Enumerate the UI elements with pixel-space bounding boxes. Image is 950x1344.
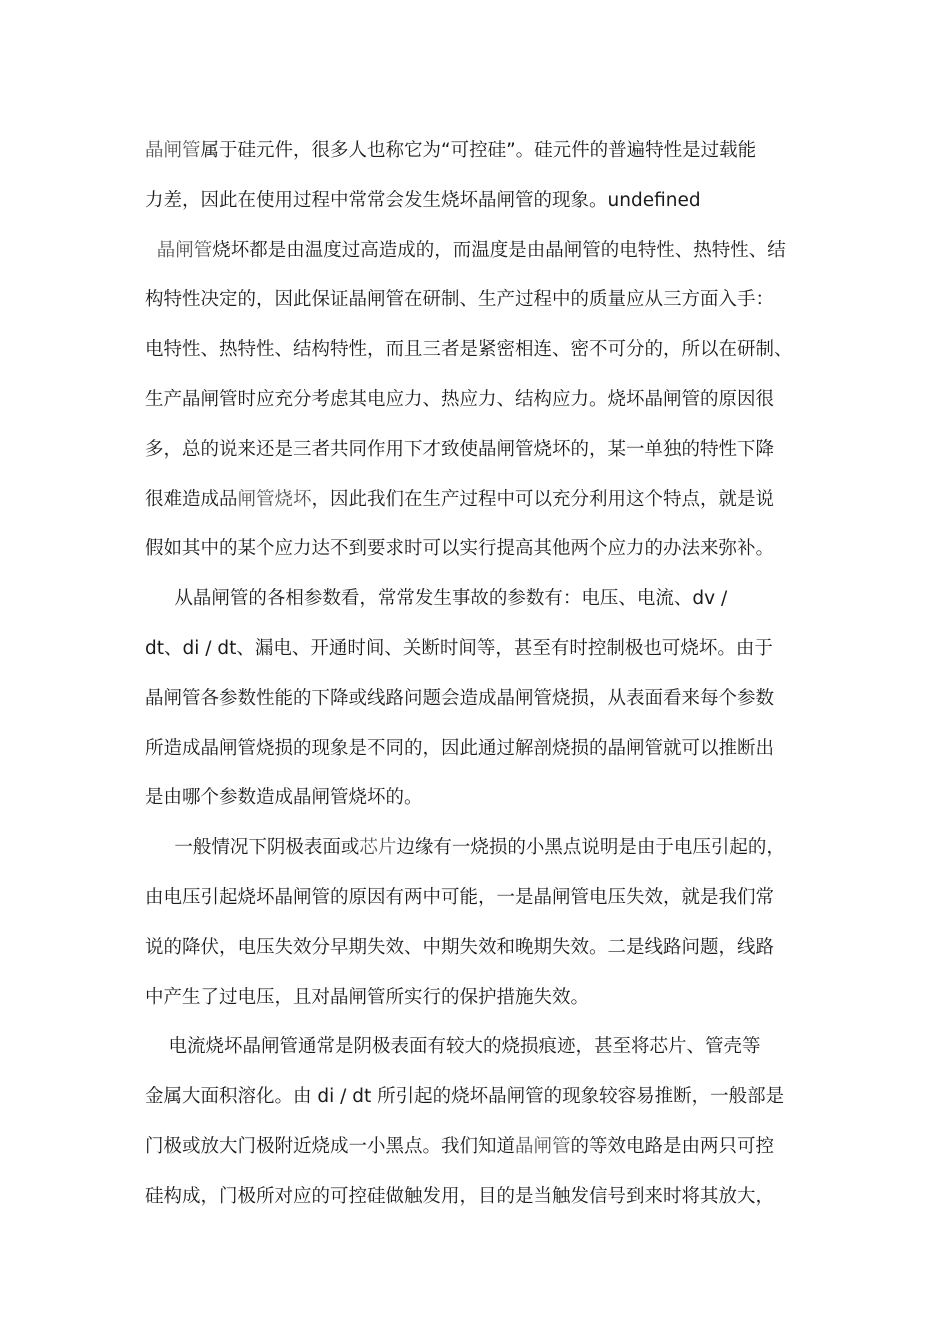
text-line [145,1072,815,1122]
text-segment: 电流烧坏晶闸管通常是阴极表面有较大的烧损痕迹，甚至将芯片、管壳等 [145,1036,761,1058]
text-segment [145,240,157,261]
inline-link[interactable]: 芯片 [359,837,397,859]
text-line [145,524,815,574]
text-segment: 属于硅元件，很多人也称它为“可控硅”。硅元件的普遍特性是过载能 [200,140,757,161]
inline-link[interactable]: 晶闸管 [515,1135,571,1157]
text-segment: 很难造成品 [145,488,238,510]
text-segment: 的等效电路是由两只可控 [570,1135,775,1157]
text-segment: 构特性决定的，因此保证晶闸管在研制、生产过程中的质量应从三方面入手： [145,289,775,311]
text-segment: 生产晶闸管时应充分考虑其电应力、热应力、结构应力。烧坏晶闸管的原因很 [145,388,775,410]
text-line [145,773,815,823]
text-segment: 中产生了过电压，且对晶闸管所实行的保护措施失效。 [145,986,590,1008]
text-segment: 是由哪个参数造成晶闸管烧坏的。 [145,787,423,809]
text-segment: 一般情况下阴极表面或 [145,837,360,859]
text-line [145,126,815,176]
text-line [145,475,815,525]
text-line [145,1172,815,1222]
text-line [145,674,815,724]
text-line [145,923,815,973]
text-segment: 假如其中的某个应力达不到要求时可以实行提高其他两个应力的办法来弥补。 [145,538,775,560]
text-line [145,873,815,923]
text-segment: 门极或放大门极附近烧成一小黑点。我们知道 [145,1135,516,1157]
text-segment: 力差，因此在使用过程中常常会发生烧坏晶闸管的现象。undefined [145,189,701,211]
inline-link[interactable]: 晶闸管 [156,239,213,261]
text-line [145,176,815,226]
text-segment: 硅构成，门极所对应的可控硅做触发用，目的是当触发信号到来时将其放大， [145,1185,775,1207]
text-line [145,375,815,425]
text-line [145,275,815,325]
text-segment: 晶闸管各参数性能的下降或线路问题会造成晶闸管烧损，从表面看来每个参数 [145,687,775,709]
text-line [145,823,815,873]
text-line [145,624,815,674]
text-segment: 从晶闸管的各相参数看，常常发生事故的参数有：电压、电流、dv / [145,588,728,610]
text-line [145,724,815,774]
text-segment: 电特性、热特性、结构特性，而且三者是紧密相连、密不可分的，所以在研制、 [145,339,793,361]
inline-link[interactable]: 晶闸管 [145,140,201,161]
text-segment: 由电压引起烧坏晶闸管的原因有两中可能，一是晶闸管电压失效，就是我们常 [145,886,775,908]
text-line [145,973,815,1023]
text-segment: dt、di / dt、漏电、开通时间、关断时间等，甚至有时控制极也可烧坏。由于 [145,637,773,659]
text-line [145,425,815,475]
text-segment: 所造成晶闸管烧损的现象是不同的，因此通过解剖烧损的晶闸管就可以推断出 [145,737,775,759]
text-line [145,325,815,375]
text-line [145,1122,815,1172]
text-segment: 边缘有一烧损的小黑点说明是由于电压引起的， [396,837,785,859]
text-line [145,574,815,624]
text-segment: 金属大面积溶化。由 di / dt 所引起的烧坏晶闸管的现象较容易推断，一般部是 [145,1086,785,1108]
text-segment: 说的降伏，电压失效分早期失效、中期失效和晚期失效。二是线路问题，线路 [145,936,775,958]
text-segment: ，因此我们在生产过程中可以充分利用这个特点，就是说 [311,488,775,510]
article-body [145,126,815,1222]
text-line [145,226,815,276]
text-line [145,1022,815,1072]
inline-link[interactable]: 闸管烧坏 [237,488,312,510]
text-segment: 多，总的说来还是三者共同作用下才致使晶闸管烧坏的，某一单独的特性下降 [145,438,775,460]
text-segment: 烧坏都是由温度过高造成的，而温度是由晶闸管的电特性、热特性、结 [212,239,786,261]
